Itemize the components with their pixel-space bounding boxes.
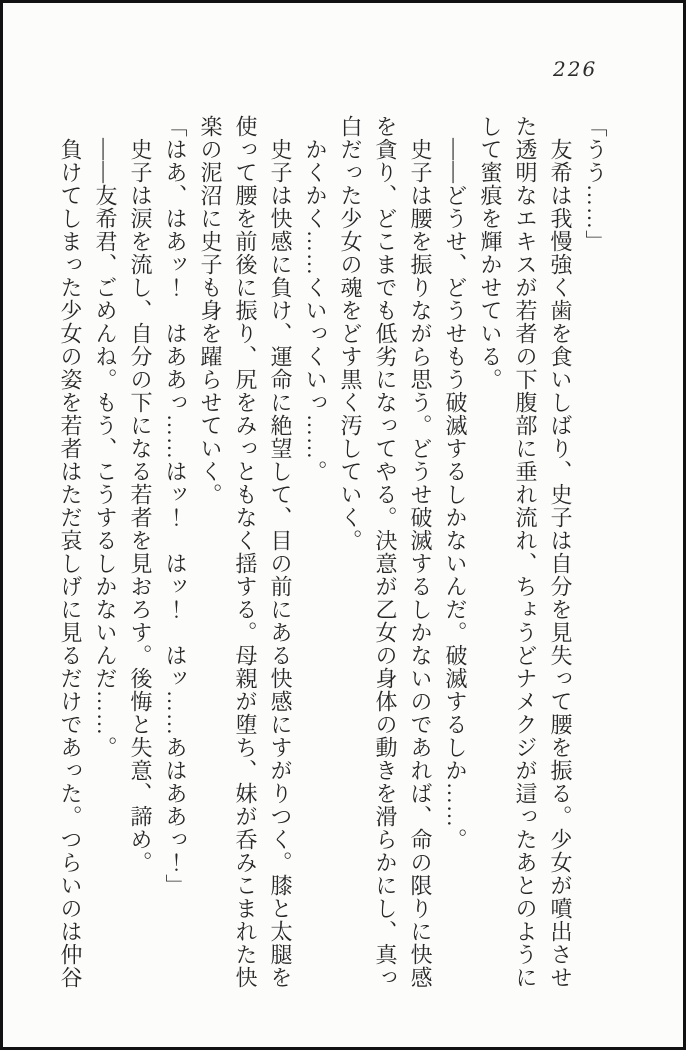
paragraph: ——友希君、ごめんね。もう、こうするしかないんだ……。 bbox=[93, 138, 118, 759]
paragraph: ——どうせ、どうせもう破滅するしかないんだ。破滅するしか……。 bbox=[443, 138, 468, 851]
paragraph: 史子は涙を流し、自分の下になる若者を見おろす。後悔と失意、諦め。 bbox=[128, 138, 153, 874]
paragraph: 史子は腰を振りながら思う。どうせ破滅するしかないのであれば、命の限りに快感を貪り、どこまでも低劣になってやる。決意が乙女の身体の動きを滑らかにし、真っ白だった少女の魂をどす黒く汚していく。 bbox=[338, 115, 433, 989]
page-number: 226 bbox=[553, 57, 598, 81]
paragraph: かくかく……くいっくいっ……。 bbox=[303, 138, 328, 483]
paragraph: 「うう……」 bbox=[583, 115, 608, 253]
paragraph: 負けてしまった少女の姿を若者はただ哀しげに見るだけであった。つらいのは仲谷 bbox=[58, 138, 83, 989]
paragraph: 友希は我慢強く歯を食いしばり、史子は自分を見失って腰を振る。少女が噴出させた透明なエキスが若者の下腹部に垂れ流れ、ちょうどナメクジが這ったあとのようにして蜜痕を輝かせている。 bbox=[478, 115, 573, 989]
paragraph: 史子は快感に負け、運命に絶望して、目の前にある快感にすがりつく。膝と太腿を使って腰を前後に振り、尻をみっともなく揺する。母親が堕ち、妹が呑みこまれた快楽の泥沼に史子も身を躍らせていく。 bbox=[198, 115, 293, 989]
text-block bbox=[53, 115, 613, 995]
paragraph: 「はあ、はあッ！ はああっ……はッ！ はッ！ はッ……あはああっ！」 bbox=[163, 115, 188, 897]
